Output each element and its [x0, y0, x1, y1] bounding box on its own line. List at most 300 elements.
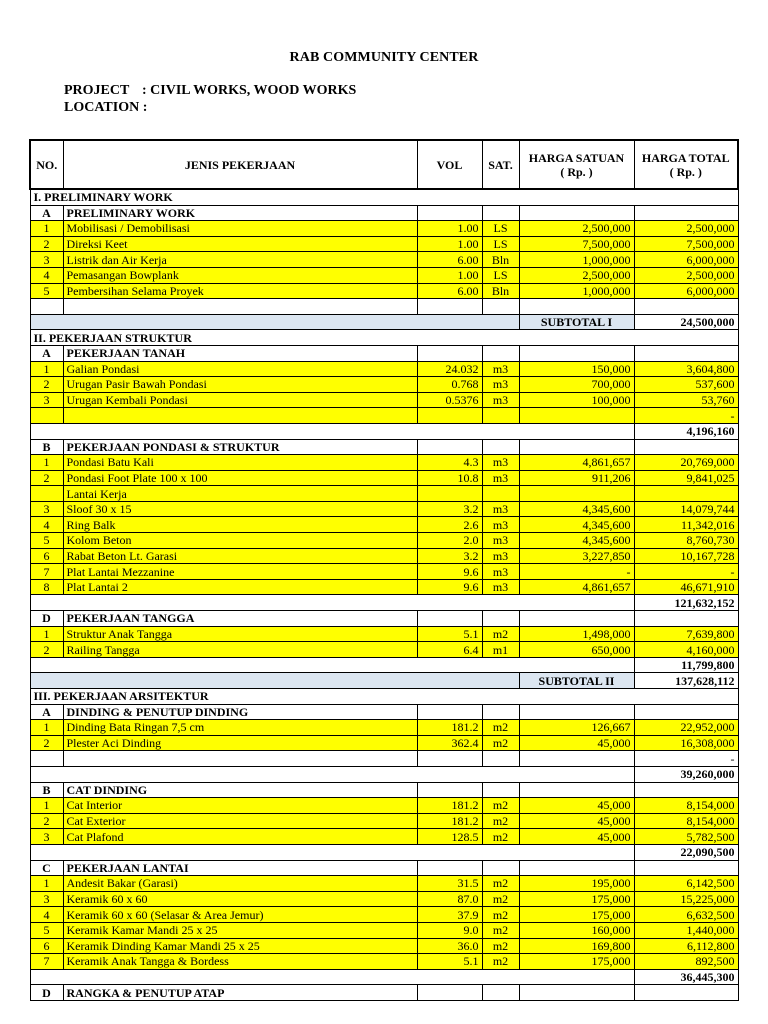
cell-sat: [482, 486, 519, 502]
cell-price: -: [519, 564, 634, 580]
subtotal-label: SUBTOTAL II: [519, 673, 634, 689]
cell-no: 2: [30, 236, 63, 252]
cell-name: Pembersihan Selama Proyek: [63, 283, 417, 299]
group-total-row: [30, 766, 738, 782]
cell-no: 1: [30, 626, 63, 642]
subtotal-value: 24,500,000: [634, 314, 738, 330]
group-letter: D: [30, 985, 63, 1001]
cell-sat: [482, 205, 519, 221]
cell-vol: 0.768: [417, 377, 482, 393]
group-total-value: 22,090,500: [634, 844, 738, 860]
table-row: [30, 377, 738, 393]
cell-price: [519, 782, 634, 798]
project-label: PROJECT: [64, 83, 130, 98]
cell-total: [634, 704, 738, 720]
cell-price: 45,000: [519, 798, 634, 814]
cell-vol: 9.0: [417, 922, 482, 938]
cell-sat: [482, 704, 519, 720]
cell-price: 175,000: [519, 891, 634, 907]
cell-name: Urugan Kembali Pondasi: [63, 392, 417, 408]
cell-vol: 24.032: [417, 361, 482, 377]
cell-total: [634, 345, 738, 361]
section-row: [30, 189, 738, 205]
cell-price: 150,000: [519, 361, 634, 377]
cell-no: 3: [30, 891, 63, 907]
cell-total: 4,160,000: [634, 642, 738, 658]
cell-name: Plester Aci Dinding: [63, 735, 417, 751]
cell-no: 2: [30, 813, 63, 829]
cell-total: 6,632,500: [634, 907, 738, 923]
group-title: PRELIMINARY WORK: [63, 205, 417, 221]
group-row: [30, 345, 738, 361]
cell-vol: 128.5: [417, 829, 482, 845]
cell-total: 6,142,500: [634, 876, 738, 892]
table-row: [30, 564, 738, 580]
subtotal-value: 137,628,112: [634, 673, 738, 689]
cell-price: [519, 345, 634, 361]
cell-total: 46,671,910: [634, 579, 738, 595]
location-line: [64, 100, 147, 116]
cell-total: 6,000,000: [634, 252, 738, 268]
cell-total: 10,167,728: [634, 548, 738, 564]
group-row: [30, 782, 738, 798]
group-row: [30, 205, 738, 221]
cell-price: 4,345,600: [519, 517, 634, 533]
cell-no: 1: [30, 361, 63, 377]
cell-price: [519, 439, 634, 455]
group-letter: B: [30, 439, 63, 455]
group-row: [30, 439, 738, 455]
group-total-spacer: [30, 595, 634, 611]
group-total-spacer: [30, 423, 634, 439]
header-harga-satuan-unit: ( Rp. ): [560, 164, 593, 179]
table-row: [30, 548, 738, 564]
cell-sat: m1: [482, 642, 519, 658]
table-row: [30, 517, 738, 533]
cell-price: 1,498,000: [519, 626, 634, 642]
cell-name: Lantai Kerja: [63, 486, 417, 502]
cell-sat: LS: [482, 221, 519, 237]
cell-no: 5: [30, 533, 63, 549]
cell-price: 169,800: [519, 938, 634, 954]
cell-total: [634, 439, 738, 455]
group-row: [30, 704, 738, 720]
cell-sat: m3: [482, 361, 519, 377]
cell-no: 2: [30, 377, 63, 393]
cell-price: 195,000: [519, 876, 634, 892]
cell-name: Dinding Bata Ringan 7,5 cm: [63, 720, 417, 736]
cell-price: [519, 704, 634, 720]
cell-vol: 0.5376: [417, 392, 482, 408]
cell-total: [634, 782, 738, 798]
cell-vol: 6.00: [417, 252, 482, 268]
section-row: [30, 330, 738, 346]
cell-no: 6: [30, 938, 63, 954]
cell-name: Pondasi Batu Kali: [63, 455, 417, 471]
cell-total: 7,500,000: [634, 236, 738, 252]
group-total-value: 11,799,800: [634, 657, 738, 673]
cell-price: [519, 205, 634, 221]
cell-price: 3,227,850: [519, 548, 634, 564]
group-total-spacer: [30, 766, 634, 782]
group-title: PEKERJAAN TANGGA: [63, 611, 417, 627]
blank-row: [30, 299, 738, 315]
blank-cell: [482, 751, 519, 767]
cell-sat: m3: [482, 501, 519, 517]
cell-total: 1,440,000: [634, 922, 738, 938]
cell-vol: [417, 611, 482, 627]
cell-name: Pondasi Foot Plate 100 x 100: [63, 470, 417, 486]
cell-name: Rabat Beton Lt. Garasi: [63, 548, 417, 564]
cell-vol: 9.6: [417, 564, 482, 580]
table-row: [30, 455, 738, 471]
cell-total: [634, 486, 738, 502]
cell-name: Cat Interior: [63, 798, 417, 814]
cell-price: 175,000: [519, 907, 634, 923]
cell-sat: m2: [482, 907, 519, 923]
table-row: [30, 876, 738, 892]
table-row: [30, 813, 738, 829]
cell-sat: m3: [482, 455, 519, 471]
cell-no: 4: [30, 907, 63, 923]
table-row: [30, 267, 738, 283]
cell-vol: [417, 439, 482, 455]
group-letter: A: [30, 345, 63, 361]
cell-price: 126,667: [519, 720, 634, 736]
section-title: II. PEKERJAAN STRUKTUR: [30, 330, 738, 346]
cell-price: 7,500,000: [519, 236, 634, 252]
cell-price: 2,500,000: [519, 221, 634, 237]
cell-total: 9,841,025: [634, 470, 738, 486]
cell-total: 537,600: [634, 377, 738, 393]
cell-total: 20,769,000: [634, 455, 738, 471]
table-row: [30, 252, 738, 268]
table-row: [30, 626, 738, 642]
cell-no: 8: [30, 579, 63, 595]
table-row: [30, 283, 738, 299]
cell-name: Listrik dan Air Kerja: [63, 252, 417, 268]
cell-vol: 6.00: [417, 283, 482, 299]
header-harga-total-label: HARGA TOTAL: [641, 150, 730, 165]
table-row: [30, 735, 738, 751]
cell-name: Urugan Pasir Bawah Pondasi: [63, 377, 417, 393]
group-total-value: 121,632,152: [634, 595, 738, 611]
header-harga-total-unit: ( Rp. ): [669, 164, 702, 179]
group-total-spacer: [30, 969, 634, 985]
table-row: [30, 579, 738, 595]
subtotal-row: [30, 314, 738, 330]
cell-vol: 181.2: [417, 720, 482, 736]
cell-total: 8,760,730: [634, 533, 738, 549]
cell-total: 8,154,000: [634, 813, 738, 829]
cell-name: Sloof 30 x 15: [63, 501, 417, 517]
group-letter: B: [30, 782, 63, 798]
cell-sat: LS: [482, 236, 519, 252]
cell-sat: [482, 611, 519, 627]
cell-vol: [417, 985, 482, 1001]
cell-vol: 9.6: [417, 579, 482, 595]
cell-vol: [417, 782, 482, 798]
cell-sat: m3: [482, 392, 519, 408]
cell-name: Andesit Bakar (Garasi): [63, 876, 417, 892]
header-sat: SAT.: [482, 140, 519, 189]
subtotal-spacer: [30, 314, 519, 330]
group-total-value: 39,260,000: [634, 766, 738, 782]
group-title: RANGKA & PENUTUP ATAP: [63, 985, 417, 1001]
cell-sat: m2: [482, 876, 519, 892]
cell-total: 14,079,744: [634, 501, 738, 517]
cell-vol: 2.6: [417, 517, 482, 533]
cell-total: 22,952,000: [634, 720, 738, 736]
cell-total: 2,500,000: [634, 267, 738, 283]
cell-no: 3: [30, 252, 63, 268]
cell-total: -: [634, 564, 738, 580]
group-title: PEKERJAAN TANAH: [63, 345, 417, 361]
cell-no: 3: [30, 501, 63, 517]
cell-sat: m2: [482, 813, 519, 829]
header-jenis-pekerjaan: JENIS PEKERJAAN: [63, 140, 417, 189]
cell-no: 4: [30, 517, 63, 533]
section-row: [30, 689, 738, 705]
group-letter: C: [30, 860, 63, 876]
cell-total: [634, 205, 738, 221]
cell-sat: m2: [482, 720, 519, 736]
cell-sat: [482, 439, 519, 455]
cell-vol: 6.4: [417, 642, 482, 658]
cell-name: Kolom Beton: [63, 533, 417, 549]
cell-total: 6,000,000: [634, 283, 738, 299]
plain-row: [30, 751, 738, 767]
cell-name: Direksi Keet: [63, 236, 417, 252]
cell-total: 3,604,800: [634, 361, 738, 377]
table-row: [30, 938, 738, 954]
cell-no: 1: [30, 221, 63, 237]
cell-no: 3: [30, 392, 63, 408]
cell-total: 8,154,000: [634, 798, 738, 814]
table-row: [30, 392, 738, 408]
cell-total: 6,112,800: [634, 938, 738, 954]
cell-vol: 2.0: [417, 533, 482, 549]
cell-price: [519, 408, 634, 424]
cell-sat: [482, 408, 519, 424]
cell-sat: m3: [482, 377, 519, 393]
group-total-value: 4,196,160: [634, 423, 738, 439]
cell-vol: 36.0: [417, 938, 482, 954]
blank-cell: [63, 751, 417, 767]
header-vol: VOL: [417, 140, 482, 189]
group-total-value: 36,445,300: [634, 969, 738, 985]
cell-no: 3: [30, 829, 63, 845]
cell-price: 2,500,000: [519, 267, 634, 283]
cell-vol: 362.4: [417, 735, 482, 751]
blank-cell: [30, 299, 63, 315]
cell-price: 700,000: [519, 377, 634, 393]
cell-total: [634, 985, 738, 1001]
cell-price: 175,000: [519, 954, 634, 970]
table-row: [30, 891, 738, 907]
cell-no: 1: [30, 798, 63, 814]
cell-name: Railing Tangga: [63, 642, 417, 658]
blank-cell: [63, 299, 417, 315]
cell-no: 2: [30, 735, 63, 751]
cell-price: 4,861,657: [519, 579, 634, 595]
group-total-row: [30, 969, 738, 985]
cell-vol: [417, 408, 482, 424]
cell-name: Struktur Anak Tangga: [63, 626, 417, 642]
cell-price: 4,861,657: [519, 455, 634, 471]
cell-no: 5: [30, 922, 63, 938]
cell-name: Keramik Kamar Mandi 25 x 25: [63, 922, 417, 938]
cell-price: 911,206: [519, 470, 634, 486]
group-letter: A: [30, 205, 63, 221]
table-row: [30, 533, 738, 549]
cell-name: Pemasangan Bowplank: [63, 267, 417, 283]
header-harga-satuan-label: HARGA SATUAN: [528, 150, 625, 165]
cell-name: Keramik Dinding Kamar Mandi 25 x 25: [63, 938, 417, 954]
cell-price: 160,000: [519, 922, 634, 938]
cell-vol: 1.00: [417, 267, 482, 283]
cell-name: Galian Pondasi: [63, 361, 417, 377]
table-row: [30, 408, 738, 424]
table-row: [30, 470, 738, 486]
table-row: [30, 907, 738, 923]
table-row: [30, 501, 738, 517]
cell-vol: [417, 704, 482, 720]
blank-cell: [519, 299, 634, 315]
cell-price: 650,000: [519, 642, 634, 658]
cell-total: -: [634, 408, 738, 424]
cell-price: 4,345,600: [519, 501, 634, 517]
cell-price: 1,000,000: [519, 283, 634, 299]
cell-total: 892,500: [634, 954, 738, 970]
cell-vol: 4.3: [417, 455, 482, 471]
cell-sat: Bln: [482, 283, 519, 299]
cell-no: 1: [30, 720, 63, 736]
cell-sat: m2: [482, 891, 519, 907]
cell-total: 7,639,800: [634, 626, 738, 642]
cell-total: 2,500,000: [634, 221, 738, 237]
cell-vol: 31.5: [417, 876, 482, 892]
group-row: [30, 985, 738, 1001]
table-row: [30, 236, 738, 252]
cell-vol: 10.8: [417, 470, 482, 486]
cell-sat: [482, 985, 519, 1001]
cell-name: Plat Lantai 2: [63, 579, 417, 595]
cell-name: Plat Lantai Mezzanine: [63, 564, 417, 580]
cell-vol: 3.2: [417, 501, 482, 517]
cell-sat: m2: [482, 954, 519, 970]
table-row: [30, 221, 738, 237]
cell-vol: 3.2: [417, 548, 482, 564]
cell-sat: m2: [482, 798, 519, 814]
cell-no: 5: [30, 283, 63, 299]
cell-total: 5,782,500: [634, 829, 738, 845]
group-letter: A: [30, 704, 63, 720]
table-row: [30, 954, 738, 970]
cell-sat: m3: [482, 564, 519, 580]
cell-sat: m3: [482, 579, 519, 595]
group-total-spacer: [30, 844, 634, 860]
section-title: III. PEKERJAAN ARSITEKTUR: [30, 689, 738, 705]
cell-vol: 181.2: [417, 798, 482, 814]
cell-vol: [417, 345, 482, 361]
cell-sat: [482, 345, 519, 361]
table-row: [30, 829, 738, 845]
cell-sat: m2: [482, 626, 519, 642]
blank-cell: [30, 751, 63, 767]
rab-table: [29, 139, 739, 1001]
cell-price: 100,000: [519, 392, 634, 408]
cell-no: 7: [30, 954, 63, 970]
group-title: PEKERJAAN LANTAI: [63, 860, 417, 876]
cell-name: Cat Plafond: [63, 829, 417, 845]
blank-cell: [634, 299, 738, 315]
blank-cell: [417, 299, 482, 315]
group-total-row: [30, 423, 738, 439]
cell-no: [30, 486, 63, 502]
cell-price: [519, 611, 634, 627]
cell-price: 45,000: [519, 813, 634, 829]
cell-name: Keramik 60 x 60: [63, 891, 417, 907]
table-row: [30, 486, 738, 502]
cell-sat: m3: [482, 533, 519, 549]
group-total-spacer: [30, 657, 634, 673]
cell-total: 15,225,000: [634, 891, 738, 907]
group-letter: D: [30, 611, 63, 627]
group-title: PEKERJAAN PONDASI & STRUKTUR: [63, 439, 417, 455]
cell-vol: [417, 486, 482, 502]
group-total-row: [30, 657, 738, 673]
blank-cell: [519, 751, 634, 767]
header-no: NO.: [30, 140, 63, 189]
cell-name: Ring Balk: [63, 517, 417, 533]
table-row: [30, 922, 738, 938]
document-title: RAB COMMUNITY CENTER: [289, 50, 479, 65]
cell-sat: [482, 860, 519, 876]
cell-price: [519, 486, 634, 502]
cell-vol: 5.1: [417, 954, 482, 970]
cell-price: 45,000: [519, 829, 634, 845]
cell-no: 1: [30, 876, 63, 892]
table-row: [30, 720, 738, 736]
cell-total: 11,342,016: [634, 517, 738, 533]
table-row: [30, 798, 738, 814]
project-value: : CIVIL WORKS, WOOD WORKS: [142, 83, 357, 98]
cell-vol: 181.2: [417, 813, 482, 829]
section-title: I. PRELIMINARY WORK: [30, 189, 738, 205]
cell-name: Cat Exterior: [63, 813, 417, 829]
cell-price: 45,000: [519, 735, 634, 751]
subtotal-row: [30, 673, 738, 689]
cell-vol: 37.9: [417, 907, 482, 923]
cell-vol: 5.1: [417, 626, 482, 642]
table-header-row: [30, 140, 738, 189]
cell-sat: LS: [482, 267, 519, 283]
cell-sat: m3: [482, 548, 519, 564]
header-harga-total: [634, 140, 738, 189]
cell-no: [30, 408, 63, 424]
group-title: CAT DINDING: [63, 782, 417, 798]
location-label: LOCATION :: [64, 100, 148, 115]
project-line: [64, 83, 356, 99]
cell-no: 7: [30, 564, 63, 580]
cell-vol: [417, 205, 482, 221]
cell-price: 4,345,600: [519, 533, 634, 549]
cell-sat: m2: [482, 938, 519, 954]
blank-cell: [482, 299, 519, 315]
table-body: [30, 189, 738, 1000]
subtotal-label: SUBTOTAL I: [519, 314, 634, 330]
